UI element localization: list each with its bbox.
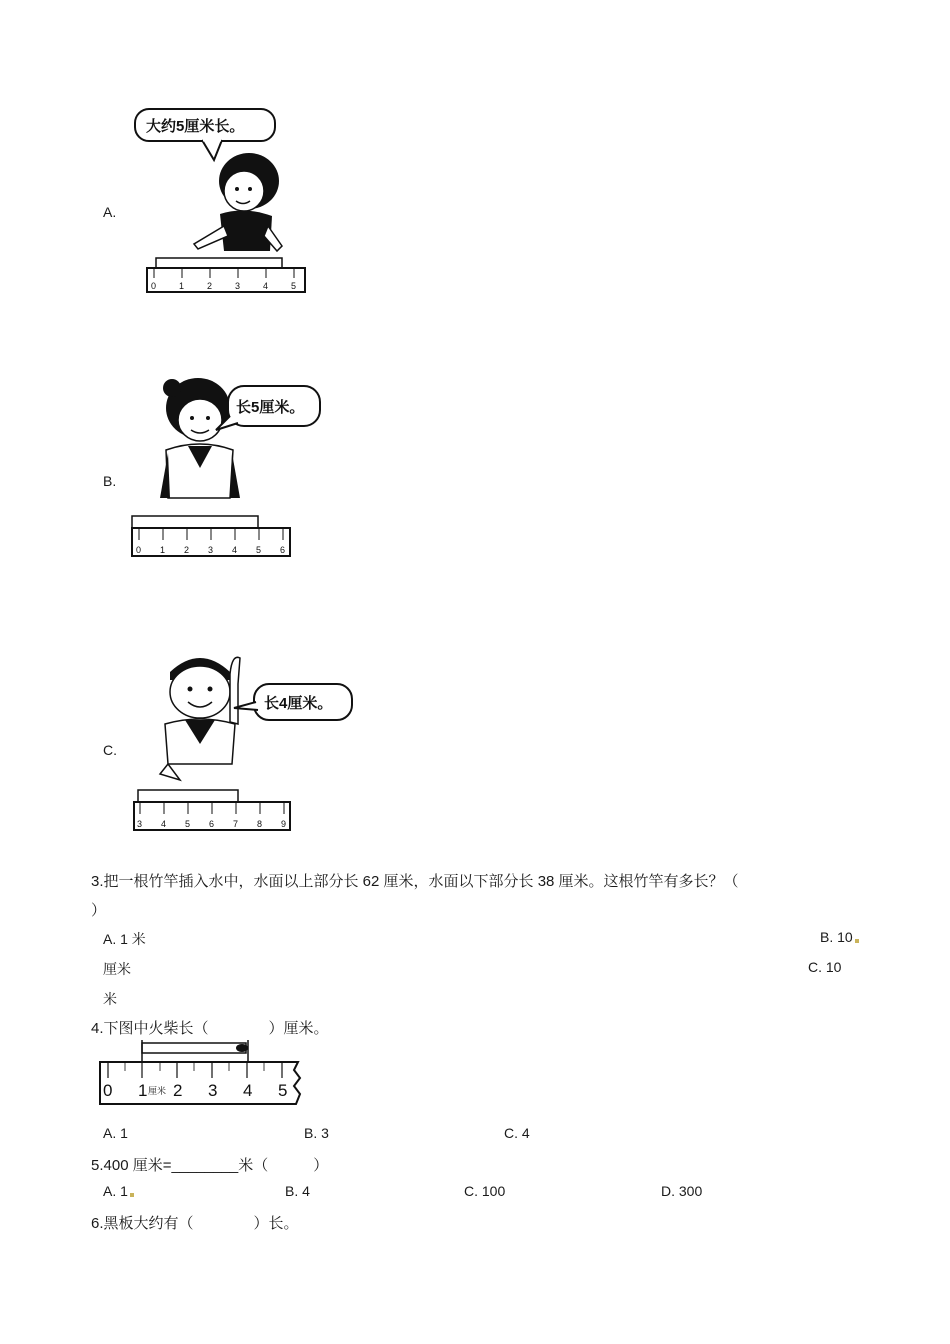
- q3-option-b[interactable]: B. 10: [820, 929, 859, 945]
- q3-text-line2: ）: [91, 902, 107, 919]
- option-a-speech: 大约5厘米长。: [146, 118, 245, 135]
- q5-option-d[interactable]: D. 300: [661, 1183, 703, 1199]
- option-a-illustration: [132, 106, 312, 298]
- ruler-b-tick: 6: [280, 545, 286, 555]
- q4-ruler-tick: 0: [103, 1081, 113, 1100]
- ruler-c-tick: 6: [209, 819, 215, 829]
- q4-ruler-tick: 3: [208, 1081, 218, 1100]
- ruler-b-tick: 2: [184, 545, 190, 555]
- q5-text: 5.400 厘米=________米（ ）: [91, 1157, 329, 1174]
- q3-option-c[interactable]: C. 10: [808, 959, 842, 975]
- ruler-b-tick: 5: [256, 545, 262, 555]
- option-b-illustration: [128, 368, 328, 564]
- ruler-a-tick: 0: [151, 281, 157, 291]
- q3-option-b-cont: 厘米: [103, 961, 131, 977]
- option-c-illustration: [130, 644, 360, 836]
- q3-text-line1: 3.把一根竹竿插入水中，水面以上部分长 62 厘米，水面以下部分长 38 厘米。这根竹竿有多长？（: [91, 873, 739, 890]
- q4-ruler-tick: 2: [173, 1081, 183, 1100]
- ruler-c-tick: 4: [161, 819, 167, 829]
- q6-text: 6.黑板大约有（ ）长。: [91, 1215, 299, 1232]
- q3-option-c-cont: 米: [103, 991, 117, 1007]
- q5-option-a[interactable]: A. 1: [103, 1183, 134, 1199]
- q3-option-a[interactable]: A. 1 米: [103, 931, 146, 947]
- ruler-a-tick: 1: [179, 281, 185, 291]
- ruler-c-tick: 5: [185, 819, 191, 829]
- q4-ruler-tick: 5: [278, 1081, 288, 1100]
- ruler-a-tick: 4: [263, 281, 269, 291]
- ruler-c-tick: 9: [281, 819, 287, 829]
- q4-text: 4.下图中火柴长（ ）厘米。: [91, 1020, 329, 1037]
- q4-option-a[interactable]: A. 1: [103, 1125, 128, 1141]
- q4-option-c[interactable]: C. 4: [504, 1125, 530, 1141]
- ruler-c-tick: 3: [137, 819, 143, 829]
- q4-ruler-tick: 4: [243, 1081, 253, 1100]
- ruler-b-tick: 0: [136, 545, 142, 555]
- q5-option-c[interactable]: C. 100: [464, 1183, 506, 1199]
- option-c-label: C.: [103, 742, 117, 758]
- ruler-b-tick: 1: [160, 545, 166, 555]
- q4-option-b[interactable]: B. 3: [304, 1125, 329, 1141]
- ruler-a-tick: 2: [207, 281, 213, 291]
- option-b-speech: 长5厘米。: [236, 399, 305, 416]
- ruler-c-tick: 7: [233, 819, 239, 829]
- q5-option-b[interactable]: B. 4: [285, 1183, 310, 1199]
- ruler-a-tick: 5: [291, 281, 297, 291]
- matchstick-ruler: [96, 1038, 308, 1112]
- ruler-b-tick: 4: [232, 545, 238, 555]
- option-b-label: B.: [103, 473, 117, 489]
- ruler-c-tick: 8: [257, 819, 263, 829]
- ruler-b-tick: 3: [208, 545, 214, 555]
- q4-ruler-tick: 1: [138, 1081, 148, 1100]
- ruler-a-tick: 3: [235, 281, 241, 291]
- q4-ruler-unit: 厘米: [148, 1086, 167, 1096]
- option-c-speech: 长4厘米。: [264, 695, 333, 712]
- option-a-label: A.: [103, 204, 117, 220]
